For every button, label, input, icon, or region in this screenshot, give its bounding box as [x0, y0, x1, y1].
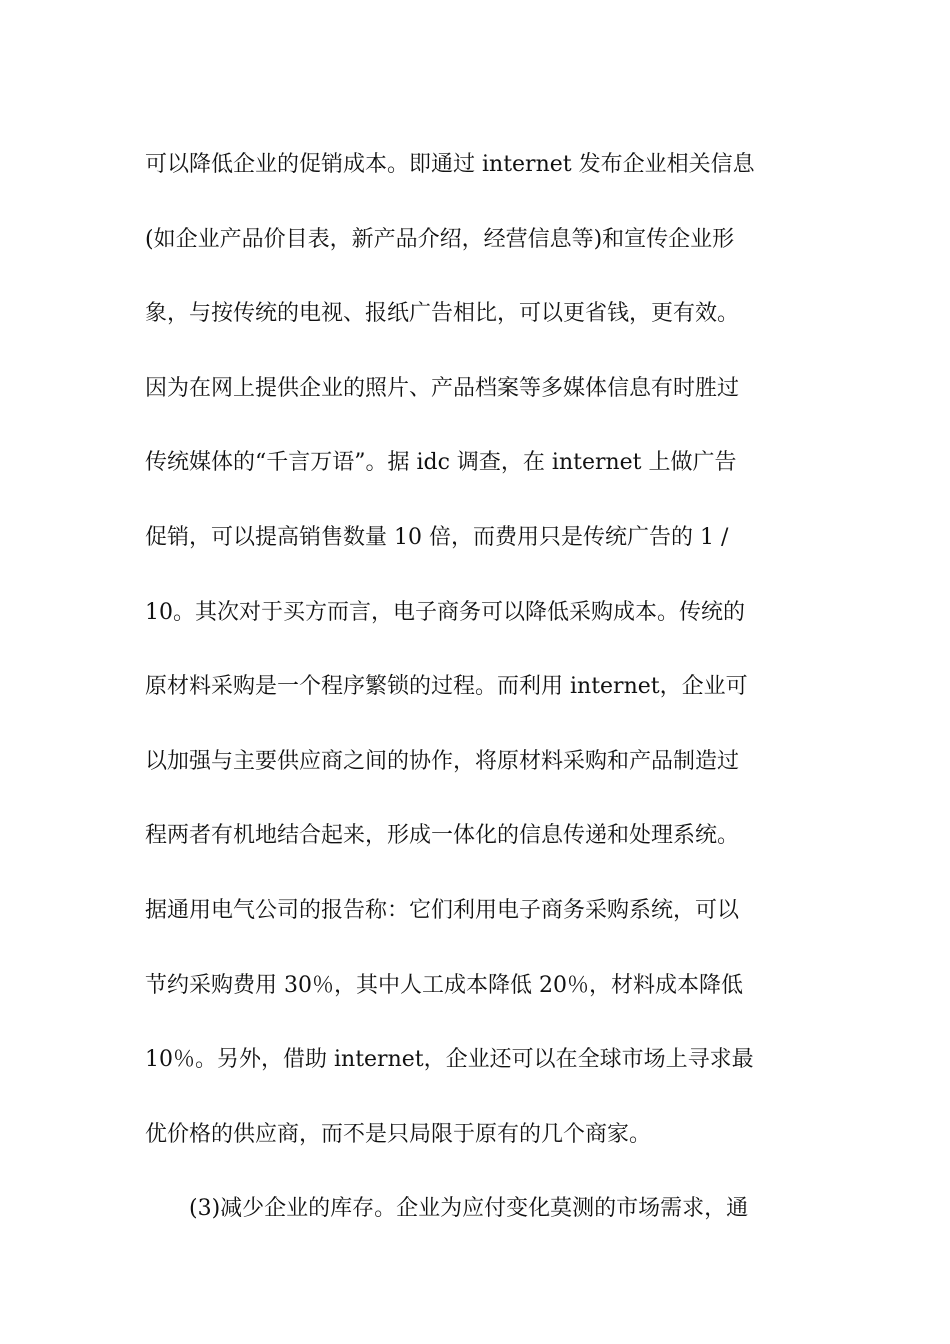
text-line: 原材料采购是一个程序繁锁的过程。而利用 internet，企业可	[145, 674, 748, 700]
text-line: 以加强与主要供应商之间的协作，将原材料采购和产品制造过	[145, 748, 740, 774]
text-line: 10。其次对于买方而言，电子商务可以降低采购成本。传统的	[145, 599, 745, 625]
text-line: 因为在网上提供企业的照片、产品档案等多媒体信息有时胜过	[145, 375, 740, 401]
text-line: 10％。另外，借助 internet，企业还可以在全球市场上寻求最	[145, 1047, 754, 1073]
text-line: 象，与按传统的电视、报纸广告相比，可以更省钱，更有效。	[145, 301, 740, 327]
text-line: 促销，可以提高销售数量 10 倍，而费用只是传统广告的 1 /	[145, 524, 729, 550]
text-line: 可以降低企业的促销成本。即通过 internet 发布企业相关信息	[145, 152, 755, 177]
paragraph-start-line: (3)减少企业的库存。企业为应付变化莫测的市场需求，通	[189, 1196, 749, 1222]
text-line: 据通用电气公司的报告称：它们利用电子商务采购系统，可以	[145, 897, 740, 923]
text-line: (如企业产品价目表，新产品介绍，经营信息等)和宣传企业形	[145, 226, 735, 252]
text-line: 传统媒体的“千言万语”。据 idc 调查，在 internet 上做广告	[145, 450, 737, 476]
text-line: 优价格的供应商，而不是只局限于原有的几个商家。	[145, 1121, 652, 1147]
text-line: 程两者有机地结合起来，形成一体化的信息传递和处理系统。	[145, 823, 740, 849]
body-text	[145, 128, 811, 1247]
text-line: 节约采购费用 30％，其中人工成本降低 20％，材料成本降低	[145, 972, 743, 998]
